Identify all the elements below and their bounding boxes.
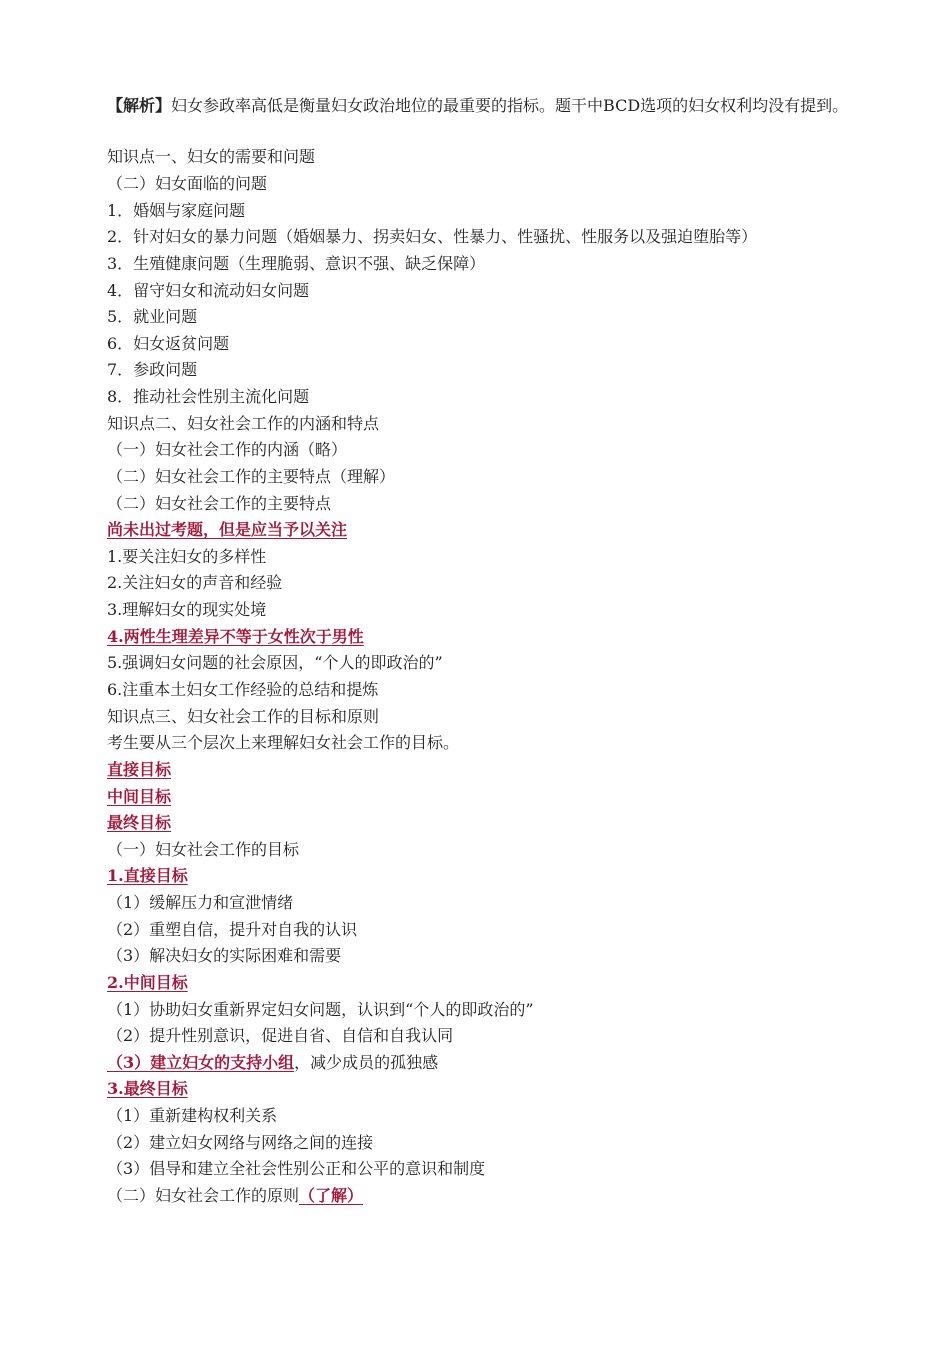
- problem-item-6: 6．妇女返贫问题: [107, 334, 230, 353]
- goal-level-direct: 直接目标: [107, 760, 172, 779]
- features-heading: （二）妇女社会工作的主要特点: [107, 494, 332, 513]
- principles-text: （二）妇女社会工作的原则: [107, 1186, 300, 1205]
- support-group-rest: ，减少成员的孤独感: [294, 1053, 439, 1072]
- analysis-paragraph: [75, 92, 885, 119]
- problem-item-5: 5．就业问题: [107, 307, 198, 326]
- principles-understand-highlight: （了解）: [299, 1186, 364, 1205]
- goals-section-heading: （一）妇女社会工作的目标: [107, 840, 300, 859]
- feature-item-2: 2.关注妇女的声音和经验: [107, 573, 283, 592]
- ultimate-goal-item-2: （2）建立妇女网络与网络之间的连接: [107, 1133, 374, 1152]
- feature-item-3: 3.理解妇女的现实处境: [107, 600, 267, 619]
- feature-item-1: 1.要关注妇女的多样性: [107, 547, 267, 566]
- knowledge-point-3-heading: 知识点三、妇女社会工作的目标和原则: [107, 707, 380, 726]
- feature-item-6: 6.注重本土妇女工作经验的总结和提炼: [107, 680, 379, 699]
- connotation-heading: （一）妇女社会工作的内涵（略）: [107, 440, 348, 459]
- goal-level-ultimate: 最终目标: [107, 813, 172, 832]
- features-heading-understand: （二）妇女社会工作的主要特点（理解）: [107, 467, 396, 486]
- feature-item-4-highlight: 4.两性生理差异不等于女性次于男性: [107, 627, 364, 646]
- feature-item-5: 5.强调妇女问题的社会原因，“个人的即政治的”: [107, 653, 443, 672]
- goals-intro: 考生要从三个层次上来理解妇女社会工作的目标。: [107, 733, 460, 752]
- knowledge-point-1-heading: 知识点一、妇女的需要和问题: [107, 147, 316, 166]
- direct-goal-item-2: （2）重塑自信，提升对自我的认识: [107, 920, 358, 939]
- direct-goal-item-3: （3）解决妇女的实际困难和需要: [107, 946, 342, 965]
- exam-note-highlight: 尚未出过考题，但是应当予以关注: [107, 520, 348, 539]
- direct-goal-item-1: （1）缓解压力和宣泄情绪: [107, 893, 294, 912]
- section-problems-heading: （二）妇女面临的问题: [107, 174, 268, 193]
- support-group-highlight: （3）建立妇女的支持小组: [107, 1053, 295, 1072]
- problem-item-1: 1．婚姻与家庭问题: [107, 201, 246, 220]
- problem-item-8: 8．推动社会性别主流化问题: [107, 387, 310, 406]
- analysis-text: 妇女参政率高低是衡量妇女政治地位的最重要的指标。题干中BCD选项的妇女权利均没有提到。: [171, 96, 849, 115]
- goal-level-intermediate: 中间目标: [107, 787, 172, 806]
- problem-item-7: 7．参政问题: [107, 360, 198, 379]
- knowledge-point-2-heading: 知识点二、妇女社会工作的内涵和特点: [107, 414, 380, 433]
- problem-item-4: 4．留守妇女和流动妇女问题: [107, 281, 310, 300]
- ultimate-goal-heading: 3.最终目标: [107, 1079, 188, 1098]
- ultimate-goal-item-3: （3）倡导和建立全社会性别公正和公平的意识和制度: [107, 1159, 486, 1178]
- intermediate-goal-heading: 2.中间目标: [107, 973, 188, 992]
- intermediate-goal-item-1: （1）协助妇女重新界定妇女问题，认识到“个人的即政治的”: [107, 1000, 534, 1019]
- problem-item-3: 3．生殖健康问题（生理脆弱、意识不强、缺乏保障）: [107, 254, 486, 273]
- analysis-label: 【解析】: [107, 96, 172, 115]
- direct-goal-heading: 1.直接目标: [107, 866, 188, 885]
- principles-heading: [107, 1185, 363, 1207]
- ultimate-goal-item-1: （1）重新建构权利关系: [107, 1106, 278, 1125]
- problem-item-2: 2．针对妇女的暴力问题（婚姻暴力、拐卖妇女、性暴力、性骚扰、性服务以及强迫堕胎等）: [107, 227, 758, 246]
- intermediate-goal-item-2: （2）提升性别意识，促进自省、自信和自我认同: [107, 1026, 454, 1045]
- intermediate-goal-item-3: [107, 1052, 438, 1074]
